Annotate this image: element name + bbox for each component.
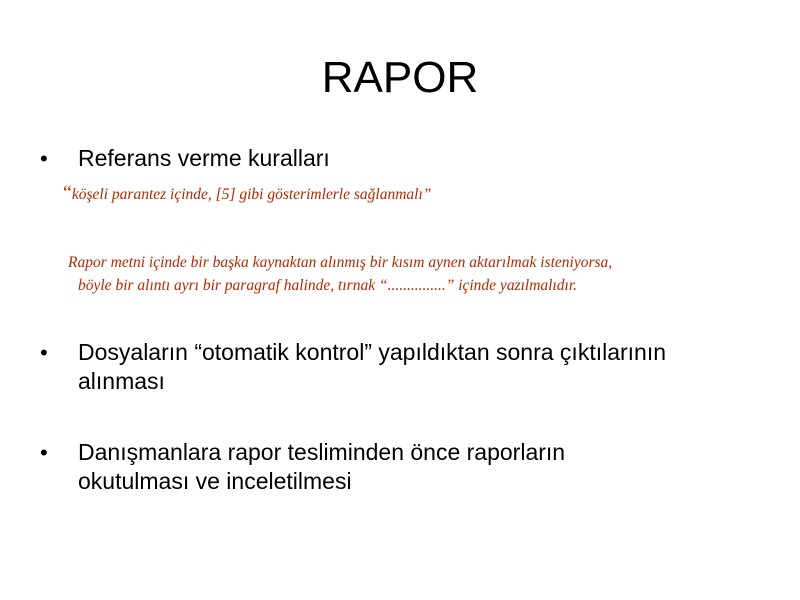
bullet-text-2: Dosyaların “otomatik kontrol” yapıldıktan sonra çıktılarının alınması [78, 339, 667, 394]
bullet-icon: • [40, 440, 48, 465]
bullet-text-3: Danışmanlara rapor tesliminden önce raporların okutulması ve inceletilmesi [78, 439, 566, 494]
bullet-item-2 [40, 338, 760, 396]
bullet-item-3 [40, 438, 760, 496]
bullet-icon: • [40, 340, 48, 365]
bullet-text-1: Referans verme kuralları [78, 145, 330, 171]
note-quotation-rule-line-2: böyle bir alıntı ayrı bir paragraf halinde, tırnak “...............” içinde yazılmalıdır. [78, 277, 578, 294]
bullet-icon: • [40, 146, 48, 171]
note-citation-text: köşeli parantez içinde, [5] gibi gösterimlerle sağlanmalı” [71, 186, 432, 203]
slide-title: RAPOR [321, 53, 479, 102]
note-quote-open: “ [63, 182, 72, 204]
note-citation-rule [63, 182, 431, 206]
bullet-item-1 [40, 144, 760, 173]
note-quotation-rule-line-1: Rapor metni içinde bir başka kaynaktan alınmış bir kısım aynen aktarılmak isteniyorsa, [68, 254, 613, 271]
